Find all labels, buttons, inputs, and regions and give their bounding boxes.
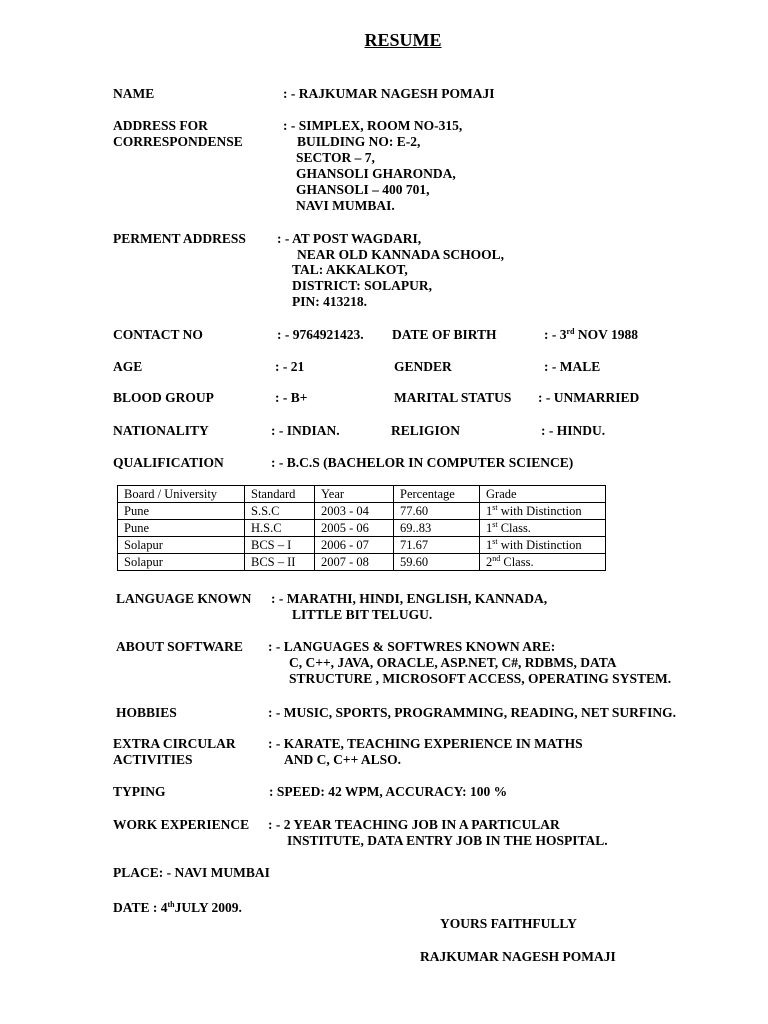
languages-line-1: : - MARATHI, HINDI, ENGLISH, KANNADA, <box>271 591 548 606</box>
gender-value: : - MALE <box>544 359 601 374</box>
gender-label: GENDER <box>394 359 452 374</box>
cell-standard: BCS – I <box>245 537 315 554</box>
signature-name: RAJKUMAR NAGESH POMAJI <box>420 949 616 964</box>
cell-grade: 1st with Distinction <box>480 503 606 520</box>
software-label: ABOUT SOFTWARE <box>116 639 243 654</box>
date-line: DATE : 4thJULY 2009. <box>113 900 242 915</box>
permanent-line-1: : - AT POST WAGDARI, <box>277 231 422 246</box>
languages-line-2: LITTLE BIT TELUGU. <box>292 607 433 622</box>
languages-label: LANGUAGE KNOWN <box>116 591 252 606</box>
cell-grade: 1st with Distinction <box>480 537 606 554</box>
cell-percentage: 69..83 <box>394 520 480 537</box>
dob-value: : - 3rd NOV 1988 <box>544 327 639 342</box>
correspondence-label-1: ADDRESS FOR <box>113 118 208 133</box>
blood-group-value: : - B+ <box>275 390 308 405</box>
cell-standard: S.S.C <box>245 503 315 520</box>
extra-label-2: ACTIVITIES <box>113 752 193 767</box>
correspondence-line-1: : - SIMPLEX, ROOM NO-315, <box>283 118 463 133</box>
name-label: NAME <box>113 86 155 101</box>
correspondence-line-2: BUILDING NO: E-2, <box>297 134 421 149</box>
place-line: PLACE: - NAVI MUMBAI <box>113 865 270 880</box>
col-header-board: Board / University <box>118 486 245 503</box>
cell-percentage: 71.67 <box>394 537 480 554</box>
name-value: : - RAJKUMAR NAGESH POMAJI <box>283 86 495 101</box>
software-line-1: : - LANGUAGES & SOFTWRES KNOWN ARE: <box>268 639 556 654</box>
cell-year: 2005 - 06 <box>315 520 394 537</box>
age-label: AGE <box>113 359 143 374</box>
cell-grade: 2nd Class. <box>480 554 606 571</box>
permanent-line-2: NEAR OLD KANNADA SCHOOL, <box>297 247 505 262</box>
table-row <box>118 503 606 520</box>
extra-line-1: : - KARATE, TEACHING EXPERIENCE IN MATHS <box>268 736 583 751</box>
cell-board: Pune <box>118 503 245 520</box>
cell-board: Solapur <box>118 554 245 571</box>
correspondence-label-2: CORRESPONDENSE <box>113 134 243 149</box>
extra-label-1: EXTRA CIRCULAR <box>113 736 236 751</box>
grades-table-header-row <box>118 486 606 503</box>
work-label: WORK EXPERIENCE <box>113 817 250 832</box>
correspondence-line-4: GHANSOLI GHARONDA, <box>296 166 456 181</box>
permanent-address-label: PERMENT ADDRESS <box>113 231 246 246</box>
cell-standard: H.S.C <box>245 520 315 537</box>
dob-label: DATE OF BIRTH <box>392 327 497 342</box>
extra-line-2: AND C, C++ ALSO. <box>284 752 402 767</box>
hobbies-value: : - MUSIC, SPORTS, PROGRAMMING, READING, NET SURFING. <box>268 705 677 720</box>
correspondence-line-6: NAVI MUMBAI. <box>296 198 395 213</box>
nationality-label: NATIONALITY <box>113 423 209 438</box>
cell-grade: 1st Class. <box>480 520 606 537</box>
marital-status-value: : - UNMARRIED <box>538 390 640 405</box>
religion-label: RELIGION <box>391 423 461 438</box>
age-value: : - 21 <box>275 359 305 374</box>
col-header-year: Year <box>315 486 394 503</box>
blood-group-label: BLOOD GROUP <box>113 390 214 405</box>
work-line-1: : - 2 YEAR TEACHING JOB IN A PARTICULAR <box>268 817 560 832</box>
qualification-label: QUALIFICATION <box>113 455 224 470</box>
correspondence-line-5: GHANSOLI – 400 701, <box>296 182 430 197</box>
software-line-2: C, C++, JAVA, ORACLE, ASP.NET, C#, RDBMS, DATA <box>289 655 617 670</box>
typing-value: : SPEED: 42 WPM, ACCURACY: 100 % <box>269 784 508 799</box>
work-line-2: INSTITUTE, DATA ENTRY JOB IN THE HOSPITAL. <box>287 833 608 848</box>
cell-year: 2007 - 08 <box>315 554 394 571</box>
cell-percentage: 59.60 <box>394 554 480 571</box>
cell-board: Solapur <box>118 537 245 554</box>
software-line-3: STRUCTURE , MICROSOFT ACCESS, OPERATING SYSTEM. <box>289 671 672 686</box>
permanent-line-5: PIN: 413218. <box>292 294 367 309</box>
cell-standard: BCS – II <box>245 554 315 571</box>
nationality-value: : - INDIAN. <box>271 423 340 438</box>
cell-percentage: 77.60 <box>394 503 480 520</box>
table-row <box>118 554 606 571</box>
page-title: RESUME <box>364 30 442 50</box>
contact-value: : - 9764921423. <box>277 327 364 342</box>
cell-year: 2003 - 04 <box>315 503 394 520</box>
cell-year: 2006 - 07 <box>315 537 394 554</box>
permanent-line-3: TAL: AKKALKOT, <box>292 262 408 277</box>
marital-status-label: MARITAL STATUS <box>394 390 512 405</box>
col-header-grade: Grade <box>480 486 606 503</box>
contact-label: CONTACT NO <box>113 327 203 342</box>
permanent-line-4: DISTRICT: SOLAPUR, <box>292 278 433 293</box>
cell-board: Pune <box>118 520 245 537</box>
religion-value: : - HINDU. <box>541 423 606 438</box>
correspondence-line-3: SECTOR – 7, <box>296 150 375 165</box>
grades-table <box>117 485 606 571</box>
col-header-standard: Standard <box>245 486 315 503</box>
table-row <box>118 537 606 554</box>
col-header-percentage: Percentage <box>394 486 480 503</box>
table-row <box>118 520 606 537</box>
typing-label: TYPING <box>113 784 166 799</box>
qualification-value: : - B.C.S (BACHELOR IN COMPUTER SCIENCE) <box>271 455 574 470</box>
closing-text: YOURS FAITHFULLY <box>440 916 577 931</box>
hobbies-label: HOBBIES <box>116 705 177 720</box>
